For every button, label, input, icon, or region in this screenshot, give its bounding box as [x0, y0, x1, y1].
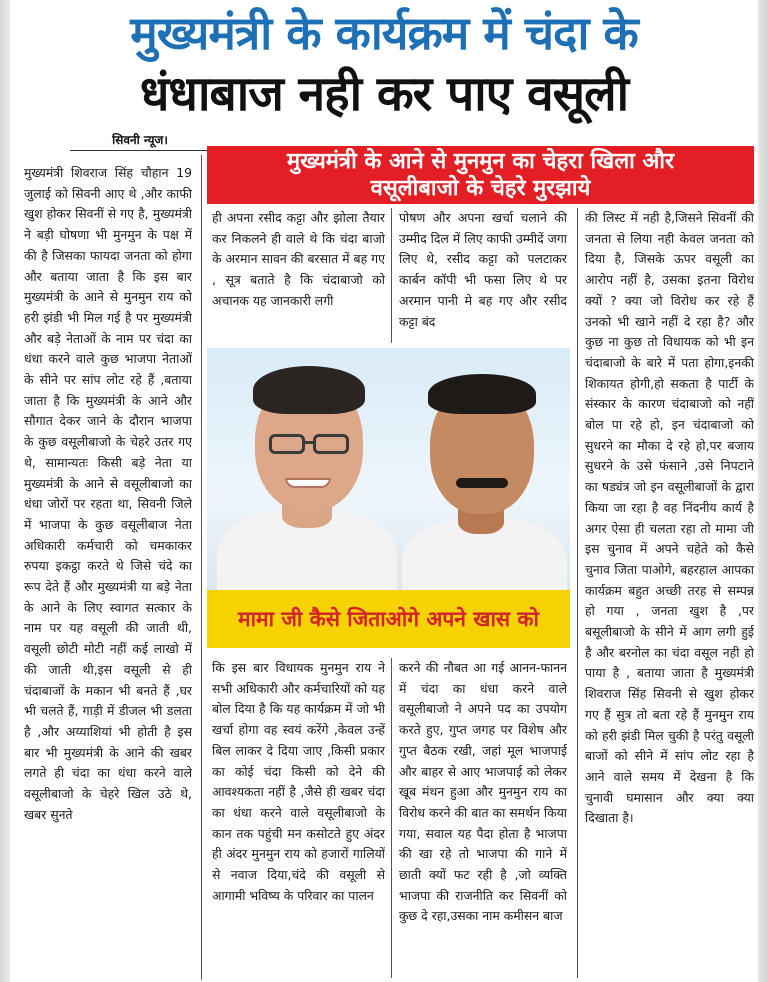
subheadline-banner: [207, 146, 754, 204]
subheadline-line-2: वसूलीबाजो के चेहरे मुरझाये: [370, 176, 591, 201]
person-left-figure: [207, 348, 407, 590]
photo-caption: मामा जी कैसे जिताओगे अपने खास को: [207, 590, 570, 648]
column-divider: [391, 208, 392, 343]
byline: सिवनी न्यूज।: [70, 131, 210, 151]
person-right-figure: [392, 368, 570, 590]
page-edge-right: [758, 0, 768, 982]
article-column-center-left-bottom: कि इस बार विधायक मुनमुन राय ने सभी अधिकारी और कर्मचारियों को यह बोल दिया है कि यह कार्यक्रम में जो भी खर्चा होगा वह स्वयं करेंगे ,केवल उन्हें बिल लाकर दे दिया जाए ,किसी प्रकार का कोई चंदा किसी को देने की आवश्यकता नहीं है ,जैसे ही खबर चंदा का धंधा करने वाले वसूलीबाजो के कान तक पहुंची मन कसोटते हुए अंदर ही अंदर मुनमुन राय को हजारों गालियों से नवाज दिया,चंदे की वसूली से आगामी भविष्य के परिवार का पालन: [212, 660, 385, 903]
article-column-center-left-top: ही अपना रसीद कट्टा और झोला तैयार कर निकलने ही वाले थे कि चंदा बाजो के अरमान सावन की बरसात में बह गए , सूत्र बताते है कि चंदाबाजो को अचानक यह जानकारी लगी: [212, 210, 385, 308]
news-photo: [207, 348, 570, 590]
subheadline-line-1: मुख्यमंत्री के आने से मुनमुन का चेहरा खिला और: [286, 149, 674, 174]
article-column-center-right-top: पोषण और अपना खर्चा चलाने की उम्मीद दिल में लिए काफी उम्मीदें जगा लिए थे, रसीद कट्टा को पलटाकर कार्बन कॉपी भी फसा लिए थे पर अरमान पानी मे बह गए और रसीद कट्टा बंद: [399, 210, 567, 329]
column-divider: [577, 208, 578, 978]
article-column-right: की लिस्ट में नही है,जिसने सिवनीं की जनता से लिया नही केवल जनता को दिया है, जिसके ऊपर वसूली का आरोप नहीं है, उसका इतना विरोध क्यों ? क्या जो विरोध कर रहे हैं उनको भी खाने नहीं दे रहा है? और कुछ ना कुछ तो विधायक को भी इन चंदाबाजो के बारे में पता होगा,इनकी शिकायत होगी,हो सकता है पार्टी के संस्कार के कारण चंदाबाजो को नहीं बोल पा रहे हो, इन चंदाबाजो को सुधरने का मौका दे रहे हो,पर बजाय सुधरने के उसे फंसाने ,उसे निपटाने का षड्यंत्र जो इन वसूलीबाजों के द्वारा किया जा रहा है वह निंदनीय कार्य है अगर ऐसा ही चलता रहा तो मामा जी इस चुनाव में अपने चहेते को कैसे चुनाव जिता पाओगे, बहरहाल आपका कार्यक्रम बहुत अच्छी तरह से सम्पन्न हो गया , जनता खुश है ,पर बसूलीबाजो के सीने में आग लगी हुई है और बरनोल का चंदा वसूल नही हो पाया है , बताया जाता है मुख्यमंत्री शिवराज सिंह सिवनी से खुश होकर गए हैं सुत्र तो बता रहे हैं मुनमुन राय को हरी झंडी मिल चुकी है परंतु वसूली बाजों को सीने में सांप लोट रहा है आने वाले समय में देखना है कि चुनावी घमासान और क्या क्या दिखाता है।: [585, 210, 754, 826]
column-divider: [201, 155, 202, 980]
column-divider: [391, 658, 392, 978]
page-edge-left: [0, 0, 10, 982]
headline-line-1: मुख्यमंत्री के कार्यक्रम में चंदा के: [130, 6, 638, 60]
article-column-center-right-bottom: करने की नौबत आ गई आनन-फानन में चंदा का धंधा करने वाले वसूलीबाजो ने अपने पद का उपयोग करते हुए, गुप्त जगह पर विशेष और गुप्त बैठक रखी, जहां मूल भाजपाई और बाहर से आए भाजपाई को लेकर खूब मंथन हुआ और मुनमुन राय का विरोध करने की बात का समर्थन किया गया, सवाल यह पैदा होता है भाजपा की खा रहे तो भाजपा की गाने में छाती क्यों फट रही है ,जो व्यक्ति भाजपा की राजनीति कर सिवनीं को कुछ दे रहा,उसका नाम कमीसन बाज: [399, 660, 567, 924]
headline-line-2: धंधाबाज नही कर पाए वसूली: [139, 66, 629, 122]
article-column-left: मुख्यमंत्री शिवराज सिंह चौहान 19 जुलाई को सिवनी आए थे ,और काफी खुश होकर सिवनीं से गए है, मुख्यमंत्री ने बड़ी घोषणा भी मुनमुन के पक्ष में की है जिसका फायदा जनता को होगा और बताया जाता है कि इस बार मुख्यमंत्री के आने से मुनमुन राय को हरी झंडी भी मिल गई है पर मुख्यमंत्री और बड़े नेताओं के नाम पर चंदा का धंधा करने वाले कुछ भाजपा नेताओं के सीने पर सांप लोट रहे हैं ,बताया जाता है कि मुख्यमंत्री के आने और सौगात देकर जाने के दौरान भाजपा के कुछ वसूलीबाजो के चेहरे उतर गए थे, सामान्यतः किसी बड़े नेता या मुख्यमंत्री के आने से वसूलीबाजो का धंधा जोरों पर रहता था, सिवनी जिले में भाजपा के कुछ वसूलीबाज नेता अधिकारी कर्मचारी को चमकाकर रुपया इकट्ठा करते थे जिसे चंदे का रूप देते हैं और मुख्यमंत्री या बड़े नेता के आने के लिए स्वागत सत्कार के नाम पर यह वसूली की जाती थी, वसूली छोटी मोटी नहीं कई लाखो में की जाती थी,इस वसूली से ही चंदाबाजों के मकान भी बनते हैं ,घर भी चलते हैं, गाड़ी में डीजल भी डलता है ,और अय्याशियां भी होती है इस बार भी मुख्यमंत्री के आने की खबर लगते ही चंदा का धंधा करने वाले वसूलीबाजो के चेहरे खिल उठे थे, खबर सुनते: [24, 165, 192, 822]
